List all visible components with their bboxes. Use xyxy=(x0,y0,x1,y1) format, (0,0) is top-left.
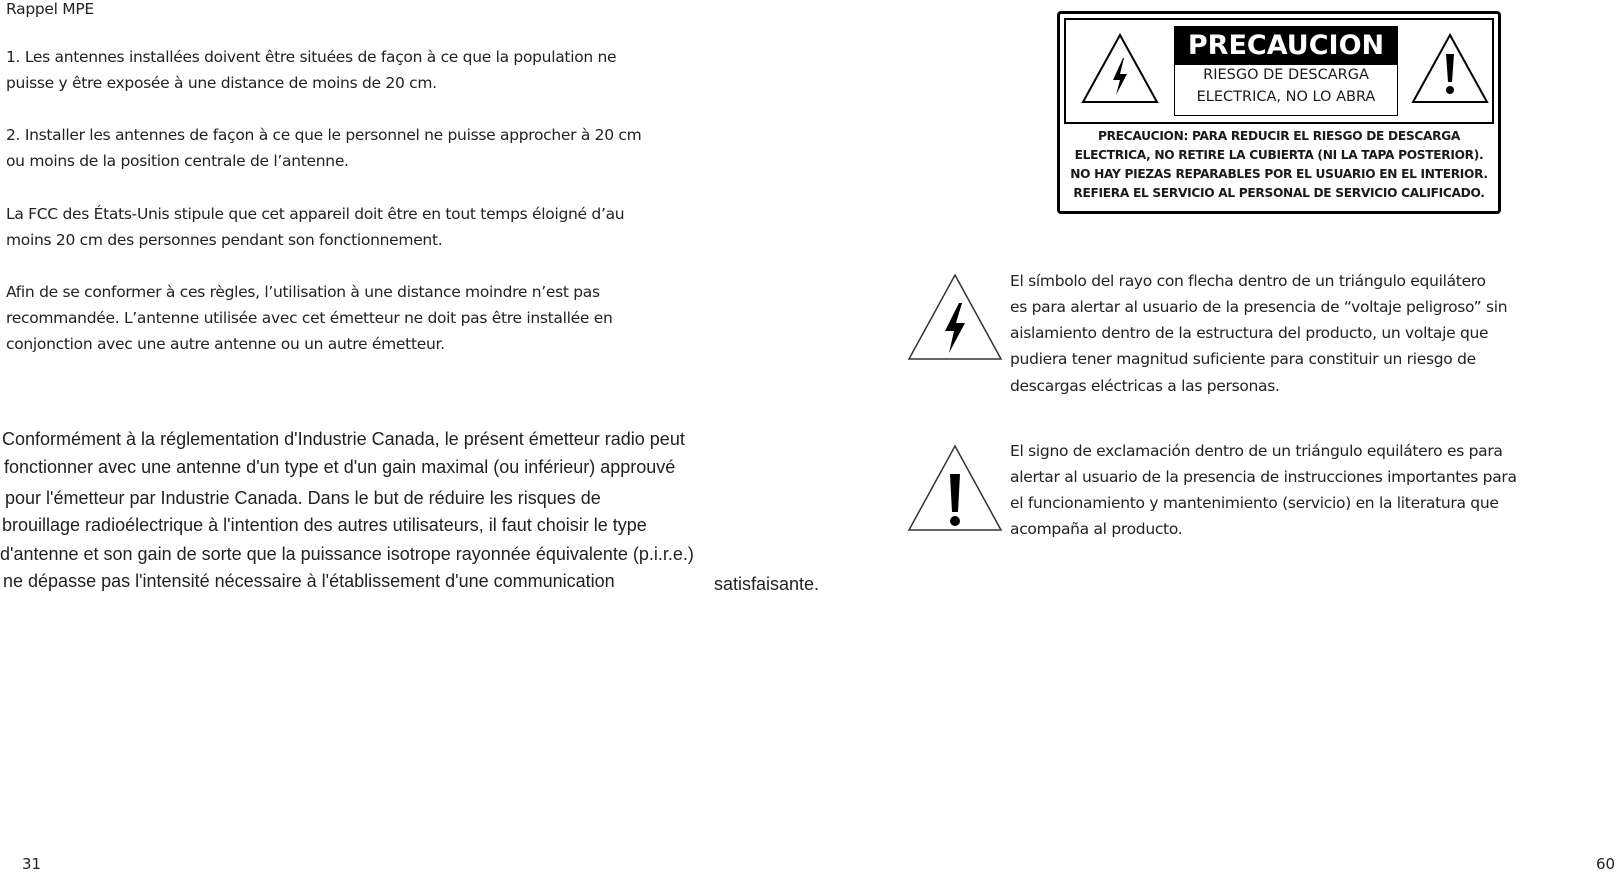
exclamation-text-line3: el funcionamiento y mantenimiento (servicio) en la literatura que xyxy=(1010,494,1499,512)
lightning-text-line3: aislamiento dentro de la estructura del producto, un voltaje que xyxy=(1010,324,1489,342)
page-number-right: 60 xyxy=(1596,855,1616,873)
lightning-triangle-icon xyxy=(1080,32,1160,106)
caution-sub1: RIESGO DE DESCARGA xyxy=(1203,67,1369,83)
caution-title-box xyxy=(1174,26,1398,116)
mpe-para4-line1: Afin de se conformer à ces règles, l’utilisation à une distance moindre n’est pas xyxy=(6,283,600,301)
ic-line3: pour l'émetteur par Industrie Canada. Dans le but de réduire les risques de xyxy=(5,488,601,508)
page-number-left: 31 xyxy=(22,855,42,873)
mpe-para1-line1: 1. Les antennes installées doivent être situées de façon à ce que la population ne xyxy=(6,48,617,66)
ic-line2: fonctionner avec une antenne d'un type et d'un gain maximal (ou inférieur) approuvé xyxy=(4,457,676,477)
lightning-text-line2: es para alertar al usuario de la presencia de “voltaje peligroso” sin xyxy=(1010,298,1508,316)
caution-body-line2: ELECTRICA, NO RETIRE LA CUBIERTA (NI LA TAPA POSTERIOR). xyxy=(1074,148,1484,162)
caution-panel xyxy=(1057,11,1501,214)
caution-body-line1: PRECAUCION: PARA REDUCIR EL RIESGO DE DESCARGA xyxy=(1097,129,1461,143)
ic-line6: ne dépasse pas l'intensité nécessaire à l'établissement d'une communication xyxy=(3,571,615,591)
mpe-para2-line2: ou moins de la position centrale de l’antenne. xyxy=(6,152,349,170)
exclamation-text-line2: alertar al usuario de la presencia de instrucciones importantes para xyxy=(1010,468,1517,486)
exclamation-text-line1: El signo de exclamación dentro de un triángulo equilátero es para xyxy=(1010,442,1503,460)
caution-header-box xyxy=(1064,18,1494,124)
lightning-text-line4: pudiera tener magnitud suficiente para constituir un riesgo de xyxy=(1010,350,1476,368)
mpe-para1-line2: puisse y être exposée à une distance de moins de 20 cm. xyxy=(6,74,437,92)
mpe-para3-line2: moins 20 cm des personnes pendant son fonctionnement. xyxy=(6,231,443,249)
caution-title: PRECAUCION xyxy=(1175,27,1397,65)
ic-line7: satisfaisante. xyxy=(714,574,820,594)
caution-sub2: ELECTRICA, NO LO ABRA xyxy=(1196,89,1376,105)
exclamation-text-line4: acompaña al producto. xyxy=(1010,520,1183,538)
lightning-symbol-icon xyxy=(907,273,1003,361)
mpe-para4-line3: conjonction avec une autre antenne ou un autre émetteur. xyxy=(6,335,445,353)
ic-line1: Conformément à la réglementation d'Industrie Canada, le présent émetteur radio peut xyxy=(2,429,685,449)
ic-line5: d'antenne et son gain de sorte que la puissance isotrope rayonnée équivalente (p.i.r.e.) xyxy=(0,544,694,564)
lightning-text-line1: El símbolo del rayo con flecha dentro de un triángulo equilátero xyxy=(1010,272,1486,290)
ic-line4: brouillage radioélectrique à l'intention des autres utilisateurs, il faut choisir le type xyxy=(2,515,647,535)
exclamation-triangle-icon xyxy=(1410,32,1490,106)
lightning-text-line5: descargas eléctricas a las personas. xyxy=(1010,377,1280,395)
exclamation-symbol-icon xyxy=(907,444,1003,532)
mpe-para4-line2: recommandée. L’antenne utilisée avec cet émetteur ne doit pas être installée en xyxy=(6,309,613,327)
mpe-para3-line1: La FCC des États-Unis stipule que cet appareil doit être en tout temps éloigné d’au xyxy=(6,205,625,223)
caution-body-line3: NO HAY PIEZAS REPARABLES POR EL USUARIO EN EL INTERIOR. xyxy=(1070,167,1488,181)
mpe-heading: Rappel MPE xyxy=(6,0,94,18)
caution-body-line4: REFIERA EL SERVICIO AL PERSONAL DE SERVICIO CALIFICADO. xyxy=(1073,186,1485,200)
mpe-para2-line1: 2. Installer les antennes de façon à ce que le personnel ne puisse approcher à 20 cm xyxy=(6,126,642,144)
